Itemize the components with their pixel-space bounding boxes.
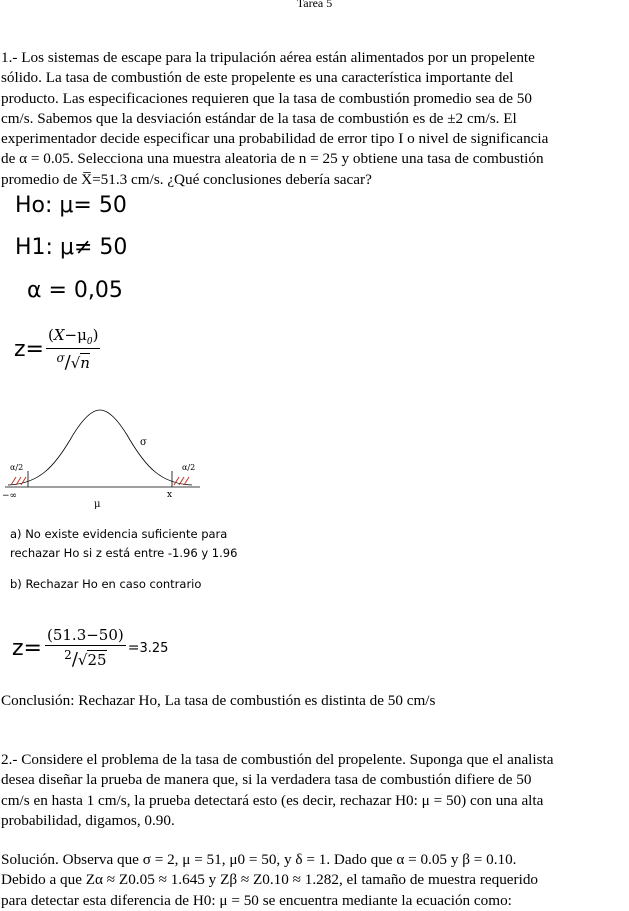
problem-2-solution-line: Debido a que Zα ≈ Z0.05 ≈ 1.645 y Zβ ≈ Z0.10 ≈ 1.282, el tamaño de muestra requerido: [1, 871, 539, 889]
z-formula-denominator: $^\sigma$/√n: [56, 350, 90, 373]
problem-1-statement: [1, 48, 627, 190]
page-title: Tarea 5: [296, 0, 333, 10]
conclusion: Conclusión: Rechazar Ho, La tasa de combustión es distinta de 50 cm/s: [1, 692, 436, 709]
z-formula: [14, 316, 100, 382]
decision-rule-a-line: rechazar Ho si z está entre -1.96 y 1.96: [10, 546, 238, 560]
decision-rule-a-line: a) No existe evidencia suficiente para: [10, 527, 228, 541]
problem-1-line: producto. Las especificaciones requieren que la tasa de combustión promedio sea de 50: [1, 89, 532, 107]
z-formula-fraction: [46, 326, 100, 373]
decision-rule-a: [10, 525, 237, 563]
problem-2-solution-line: para detectar esta diferencia de H0: μ = 50 se encuentra mediante la ecuación como:: [1, 891, 512, 909]
problem-2-solution: [1, 850, 627, 911]
x-label: x: [167, 490, 173, 500]
z-formula-numerator: $(X-\mu_0)$: [47, 325, 99, 347]
problem-1-line: promedio de X̅=51.3 cm/s. ¿Qué conclusiones debería sacar?: [1, 170, 372, 188]
z-calc-equals: =: [127, 640, 140, 656]
problem-2-line: cm/s en hasta 1 cm/s, la prueba detectará esto (es decir, rechazar H0: μ = 50) con una alta: [1, 791, 544, 809]
problem-2-solution-line: Solución. Observa que σ = 2, μ = 51, μ0 = 50, y δ = 1. Dado que α = 0.05 y β = 0.10.: [1, 851, 517, 868]
alpha-half-left-label: α/2: [10, 463, 24, 472]
problem-1-line: 1.- Los sistemas de escape para la tripulación aérea están alimentados por un propelente: [1, 49, 535, 66]
problem-1-line: cm/s. Sabemos que la desviación estándar de la tasa de combustión es de ±2 cm/s. El: [1, 109, 517, 127]
z-calculation: [12, 615, 168, 681]
alternative-hypothesis: H1: μ≠ 50: [15, 235, 128, 260]
bell-curve: [8, 410, 192, 485]
z-calc-fraction: [45, 626, 126, 670]
problem-1-line: de α = 0.05. Selecciona una muestra aleatoria de n = 25 y obtiene una tasa de combustión: [1, 150, 544, 168]
problem-1-line: experimentador decide especificar una probabilidad de error tipo I o nivel de significancia: [1, 130, 549, 148]
sigma-label: σ: [140, 437, 147, 448]
null-hypothesis: Ho: μ= 50: [15, 193, 127, 218]
z-calc-lhs: z=: [12, 635, 42, 661]
problem-1-line: sólido. La tasa de combustión de este propelente es una característica importante del: [1, 69, 514, 87]
decision-rule-b: b) Rechazar Ho en caso contrario: [10, 577, 202, 591]
z-calc-numerator: (51.3−50): [46, 626, 124, 644]
normal-distribution-diagram: [0, 405, 220, 515]
z-calc-result: 3.25: [139, 640, 169, 656]
problem-2-line: probabilidad, digamos, 0.90.: [1, 811, 175, 829]
alpha-half-right-label: α/2: [182, 463, 196, 472]
problem-2-line: desea diseñar la prueba de manera que, si la verdadera tasa de combustión difiere de 50: [1, 771, 532, 789]
problem-2-statement: [1, 750, 627, 831]
significance-level: α = 0,05: [27, 278, 123, 303]
mu-label: μ: [94, 499, 101, 510]
minus-infinity-label: −∞: [2, 491, 18, 501]
z-calc-denominator: $^2$/√25: [64, 648, 107, 670]
problem-2-line: 2.- Considere el problema de la tasa de combustión del propelente. Suponga que el analista: [1, 751, 554, 768]
z-formula-lhs: z=: [14, 336, 44, 362]
